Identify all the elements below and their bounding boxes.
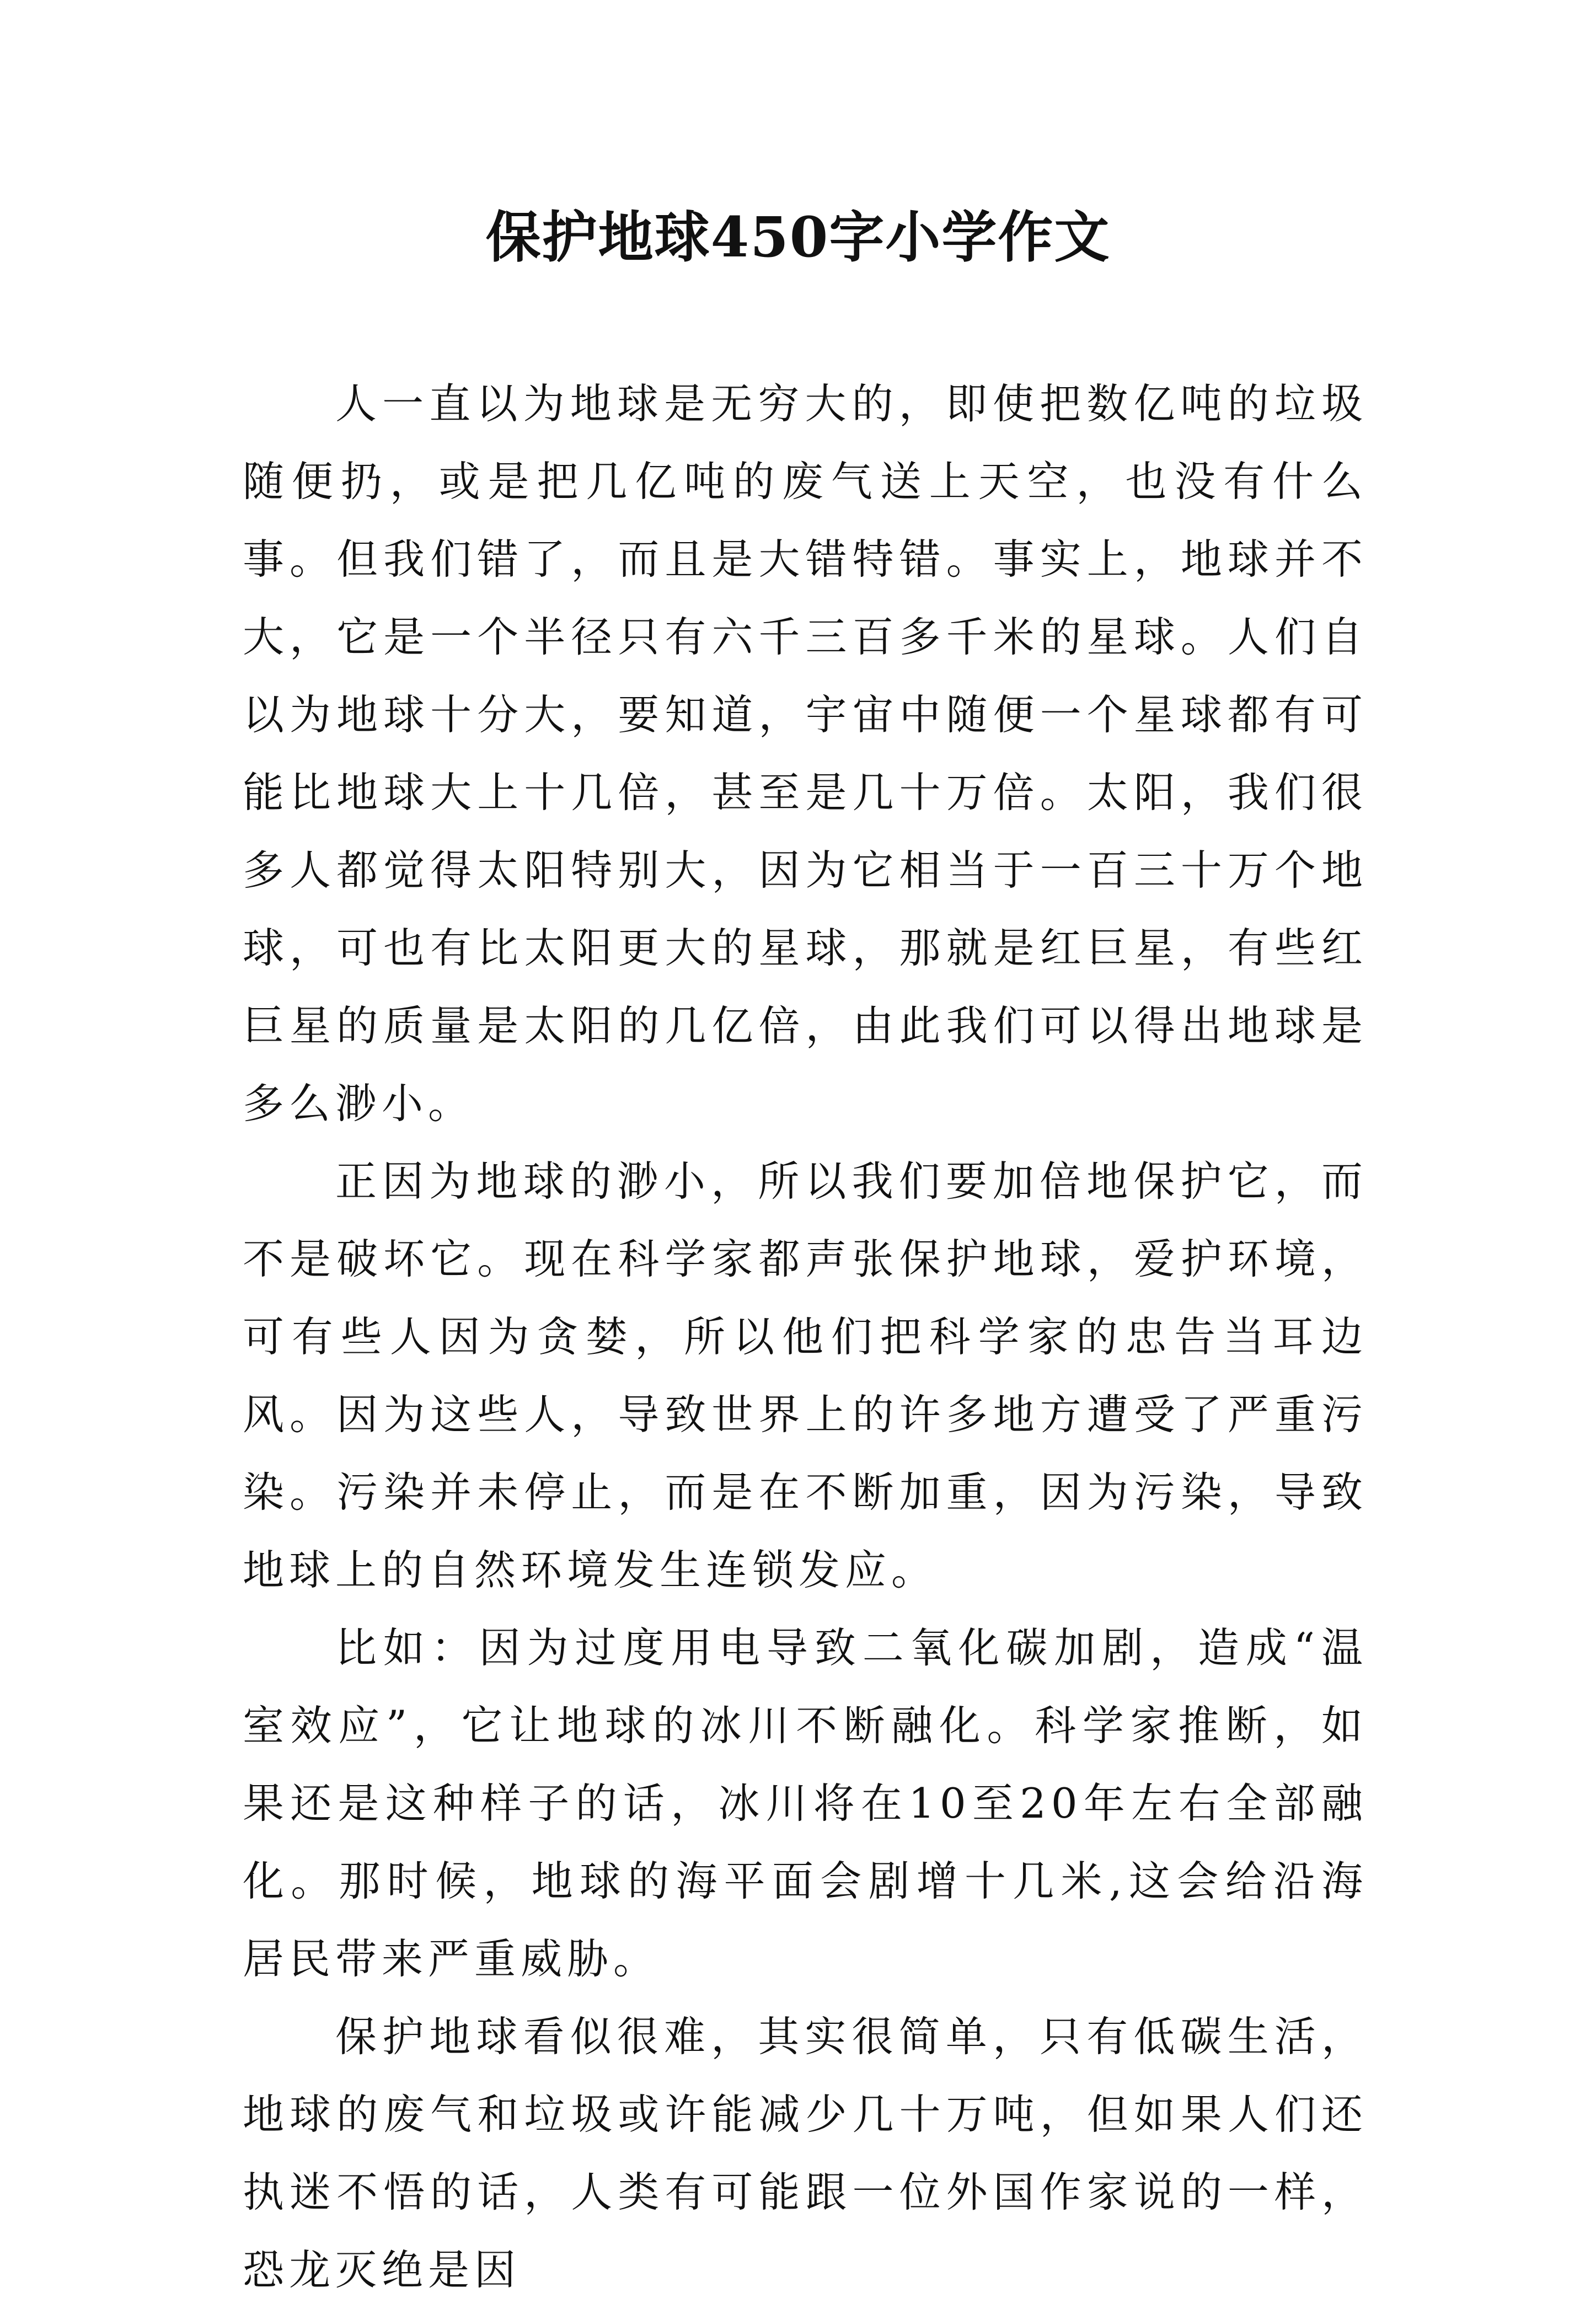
paragraph-4: 保护地球看似很难，其实很简单，只有低碳生活，地球的废气和垃圾或许能减少几十万吨，但如果人们还执迷不悟的话，人类有可能跟一位外国作家说的一样，恐龙灭绝是因 xyxy=(243,2012,1368,2294)
paragraph-1: 人一直以为地球是无穷大的，即使把数亿吨的垃圾随便扔，或是把几亿吨的废气送上天空，也没有什么事。但我们错了，而且是大错特错。事实上，地球并不大，它是一个半径只有六千三百多千米的星球。人们自以为地球十分大，要知道，宇宙中随便一个星球都有可能比地球大上十几倍，甚至是几十万倍。太阳，我们很多人都觉得太阳特别大，因为它相当于一百三十万个地球，可也有比太阳更大的星球，那就是红巨星，有些红巨星的质量是太阳的几亿倍，由此我们可以得出地球是多么渺小。 xyxy=(243,379,1368,1128)
document-body xyxy=(243,365,1368,2309)
paragraph-2: 正因为地球的渺小，所以我们要加倍地保护它，而不是破坏它。现在科学家都声张保护地球，爱护环境，可有些人因为贪婪，所以他们把科学家的忠告当耳边风。因为这些人，导致世界上的许多地方遭受了严重污染。污染并未停止，而是在不断加重，因为污染，导致地球上的自然环境发生连锁发应。 xyxy=(243,1157,1368,1594)
paragraph-3: 比如：因为过度用电导致二氧化碳加剧，造成“温室效应”，它让地球的冰川不断融化。科学家推断，如果还是这种样子的话，冰川将在10至20年左右全部融化。那时候，地球的海平面会剧增十几米,这会给沿海居民带来严重威胁。 xyxy=(243,1624,1368,1983)
document-title: 保护地球450字小学作文 xyxy=(485,205,1111,270)
